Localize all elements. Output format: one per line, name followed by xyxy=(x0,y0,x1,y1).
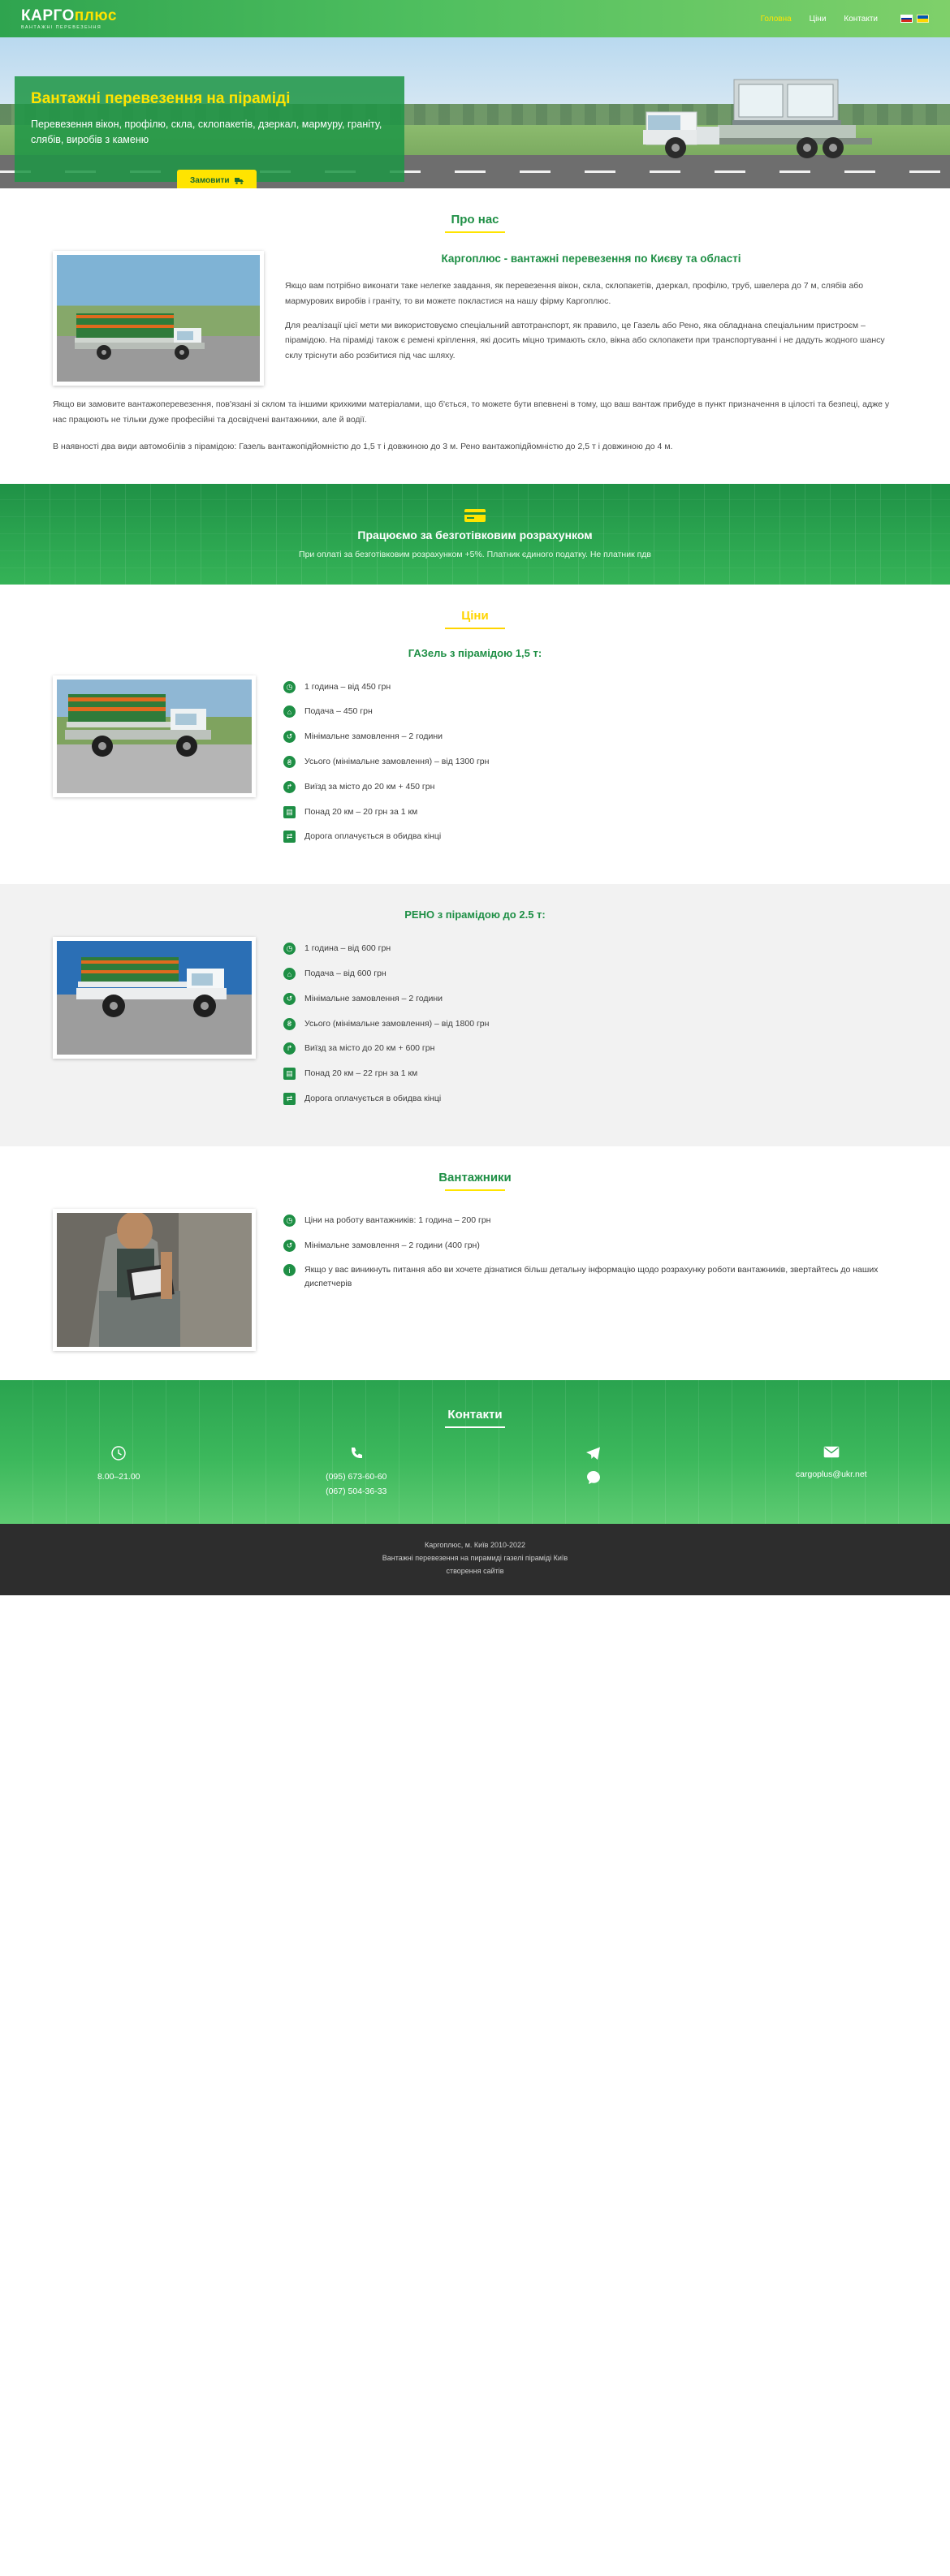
price-item xyxy=(283,705,897,718)
price-item xyxy=(283,730,897,744)
price-item-text: 1 година – від 450 грн xyxy=(304,681,391,692)
price-item xyxy=(283,1067,897,1081)
hero-section xyxy=(0,37,950,188)
price-item xyxy=(283,830,897,844)
ru-flag-icon[interactable] xyxy=(900,15,913,23)
price-item-text: Мінімальне замовлення – 2 години xyxy=(304,993,443,1003)
price-item xyxy=(283,942,897,956)
price-item xyxy=(283,1092,897,1106)
contacts-email xyxy=(713,1446,950,1499)
gazelle-price-list xyxy=(283,675,897,856)
distance-icon: ▤ xyxy=(283,806,296,818)
about-paragraph-3: Якщо ви замовите вантажоперевезення, пов'язані зі склом та іншими крихкими матеріалами, що б'ється, то можете бути впевнені в тому, що ваш вантаж прибуде в пункт призначення в цілості та безпеці, адже у нас працюють не тільки дуже професійні та досвідчені вантажники, але й водії. xyxy=(53,399,890,425)
nav-item-prices[interactable]: Ціни xyxy=(809,14,827,24)
ua-flag-icon[interactable] xyxy=(917,15,929,23)
prices-section-renault xyxy=(0,884,950,1146)
renault-heading: РЕНО з пірамідою до 2.5 т: xyxy=(404,908,546,921)
price-item-text: Виїзд за місто до 20 км + 600 грн xyxy=(304,1043,435,1054)
hours-value: 8.00–21.00 xyxy=(97,1471,140,1482)
price-item xyxy=(283,1042,897,1055)
hero-truck-image xyxy=(598,70,922,175)
clock-icon xyxy=(111,1446,126,1461)
price-item-text: Подача – від 600 грн xyxy=(304,969,386,979)
envelope-icon xyxy=(823,1446,840,1458)
logo-text-primary: КАРГО xyxy=(21,6,75,24)
footer-line-1: Каргоплюс, м. Київ 2010-2022 xyxy=(424,1540,525,1549)
loaders-section xyxy=(0,1146,950,1380)
viber-icon[interactable] xyxy=(586,1470,601,1485)
logo-text-secondary: плюс xyxy=(74,6,117,24)
about-paragraph-2: Для реалізації цієї мети ми використовуємо спеціальний автотранспорт, як правило, це Газель або Рено, яка обладнана спеціальним пристроєм – пірамідою. На піраміді також є ремені крiплення, які досить міцно тримають скло, вікна або склопакети при транспортуванні і не дадуть жодного шансу склу тріснути або розбитися під час шляху. xyxy=(285,321,885,360)
prices-title: Ціни xyxy=(53,609,897,629)
loader-photo xyxy=(53,1209,256,1351)
price-item-text: Мінімальне замовлення – 2 години (400 грн) xyxy=(304,1240,480,1250)
road-exit-icon: ↱ xyxy=(283,781,296,793)
site-footer xyxy=(0,1524,950,1596)
order-button-label: Замовити xyxy=(190,176,230,186)
banner-title: Працюємо за безготівковим розрахунком xyxy=(357,528,593,542)
language-switcher xyxy=(900,15,929,23)
renault-price-list xyxy=(283,937,897,1117)
price-item xyxy=(283,805,897,819)
phone-value-1[interactable]: (095) 673-60-60 xyxy=(326,1471,387,1482)
loaders-title: Вантажники xyxy=(53,1171,897,1191)
cashless-banner xyxy=(0,484,950,585)
price-item-text: Ціни на роботу вантажників: 1 година – 200 грн xyxy=(304,1215,491,1225)
banner-subtitle: При оплаті за безготівковим розрахунком +5%. Платник єдиного податку. Не платник пдв xyxy=(299,549,651,559)
price-item xyxy=(283,1263,897,1291)
loader-person-image xyxy=(57,1213,252,1351)
hero-card xyxy=(15,76,404,186)
money-icon: ₴ xyxy=(283,1018,296,1030)
loaders-price-list xyxy=(283,1209,897,1302)
gazelle-truck-image xyxy=(57,680,252,793)
price-item xyxy=(283,1214,897,1228)
phone-value-2[interactable]: (067) 504-36-33 xyxy=(326,1486,387,1496)
gazelle-photo xyxy=(53,675,256,797)
phone-icon xyxy=(349,1446,364,1461)
history-icon: ↺ xyxy=(283,1240,296,1252)
gazelle-heading: ГАЗель з пірамідою 1,5 т: xyxy=(408,646,542,659)
price-item-text: Дорога оплачується в обидва кінці xyxy=(304,831,442,842)
price-item xyxy=(283,1239,897,1253)
telegram-icon[interactable] xyxy=(585,1446,602,1461)
about-title: Про нас xyxy=(53,213,897,233)
history-icon: ↺ xyxy=(283,731,296,743)
price-item-text: Дорога оплачується в обидва кінці xyxy=(304,1094,442,1104)
about-heading: Каргоплюс - вантажні перевезення по Києву та області xyxy=(441,252,741,265)
price-item xyxy=(283,967,897,981)
road-exit-icon: ↱ xyxy=(283,1042,296,1055)
price-item-text: Виїзд за місто до 20 км + 450 грн xyxy=(304,781,435,792)
renault-truck-image xyxy=(57,941,252,1055)
price-item xyxy=(283,780,897,794)
two-way-icon: ⇄ xyxy=(283,831,296,843)
about-paragraph-4: В наявності два види автомобілів з пірамідою: Газель вантажопідйомністю до 1,5 т і довжиною до 3 м. Рено вантажопідйомністю до 2,5 т і довжиною до 4 м. xyxy=(53,441,673,451)
footer-line-2: Вантажні перевезення на пирамиді газелі піраміді Київ xyxy=(382,1553,568,1562)
contacts-title: Контакти xyxy=(0,1408,950,1428)
price-item-text: Понад 20 км – 20 грн за 1 км xyxy=(304,806,418,817)
price-item xyxy=(283,680,897,694)
nav-item-home[interactable]: Головна xyxy=(760,14,792,24)
car-icon: ⌂ xyxy=(283,705,296,718)
logo[interactable] xyxy=(21,8,117,30)
order-button[interactable] xyxy=(177,170,257,188)
about-bottom-text xyxy=(53,397,897,455)
about-truck-image xyxy=(68,309,239,369)
price-item-text: Подача – 450 грн xyxy=(304,706,373,717)
prices-section-gazelle xyxy=(0,585,950,885)
main-nav xyxy=(761,15,929,24)
money-icon: ₴ xyxy=(283,756,296,768)
nav-item-contacts[interactable]: Контакти xyxy=(844,14,878,24)
clock-icon: ◷ xyxy=(283,943,296,955)
info-icon: i xyxy=(283,1264,296,1276)
price-item-text: Понад 20 км – 22 грн за 1 км xyxy=(304,1068,418,1079)
clock-icon: ◷ xyxy=(283,681,296,693)
contacts-phones xyxy=(238,1446,476,1499)
price-item-text: Усього (мінімальне замовлення) – від 1300 грн xyxy=(304,757,490,767)
clock-icon: ◷ xyxy=(283,1215,296,1227)
site-header xyxy=(0,0,950,37)
footer-credit-link[interactable]: створення сайтів xyxy=(446,1566,504,1575)
credit-card-icon xyxy=(464,509,486,522)
hero-subtitle: Перевезення вікон, профілю, скла, склопакетів, дзеркал, мармуру, граніту, слябів, виробів з каменю xyxy=(31,118,382,146)
car-icon: ⌂ xyxy=(283,968,296,980)
two-way-icon: ⇄ xyxy=(283,1093,296,1105)
truck-icon xyxy=(235,177,244,184)
price-item-text: 1 година – від 600 грн xyxy=(304,943,391,954)
price-item-text: Якщо у вас виникнуть питання або ви хочете дізнатися більш детальну інформацію щодо розрахунку роботи вантажників, звертайтесь до наших диспетчерів xyxy=(304,1265,879,1289)
email-value[interactable]: cargoplus@ukr.net xyxy=(795,1469,867,1479)
history-icon: ↺ xyxy=(283,993,296,1005)
about-section xyxy=(0,188,950,484)
logo-text xyxy=(21,8,117,24)
about-photo xyxy=(53,251,264,386)
price-item xyxy=(283,1017,897,1031)
distance-icon: ▤ xyxy=(283,1068,296,1080)
price-item xyxy=(283,755,897,769)
logo-tagline: ВАНТАЖНІ ПЕРЕВЕЗЕННЯ xyxy=(21,24,102,30)
price-item-text: Мінімальне замовлення – 2 години xyxy=(304,731,443,742)
renault-photo xyxy=(53,937,256,1059)
contacts-hours xyxy=(0,1446,238,1499)
price-item-text: Усього (мінімальне замовлення) – від 1800 грн xyxy=(304,1018,490,1029)
contacts-section xyxy=(0,1380,950,1524)
about-text-block xyxy=(285,251,897,373)
contacts-messengers xyxy=(475,1446,713,1499)
hero-title: Вантажні перевезення на піраміді xyxy=(31,90,291,107)
about-paragraph-1: Якщо вам потрібно виконати таке нелегке завдання, як перевезення вікон, скла, склопакетів, дзеркал, профілю, труб, швелера до 7 м, слябів або мармурових виробів і граніту, то ви можете покластися на нашу фірму Каргоплюс. xyxy=(285,281,864,306)
price-item xyxy=(283,992,897,1006)
